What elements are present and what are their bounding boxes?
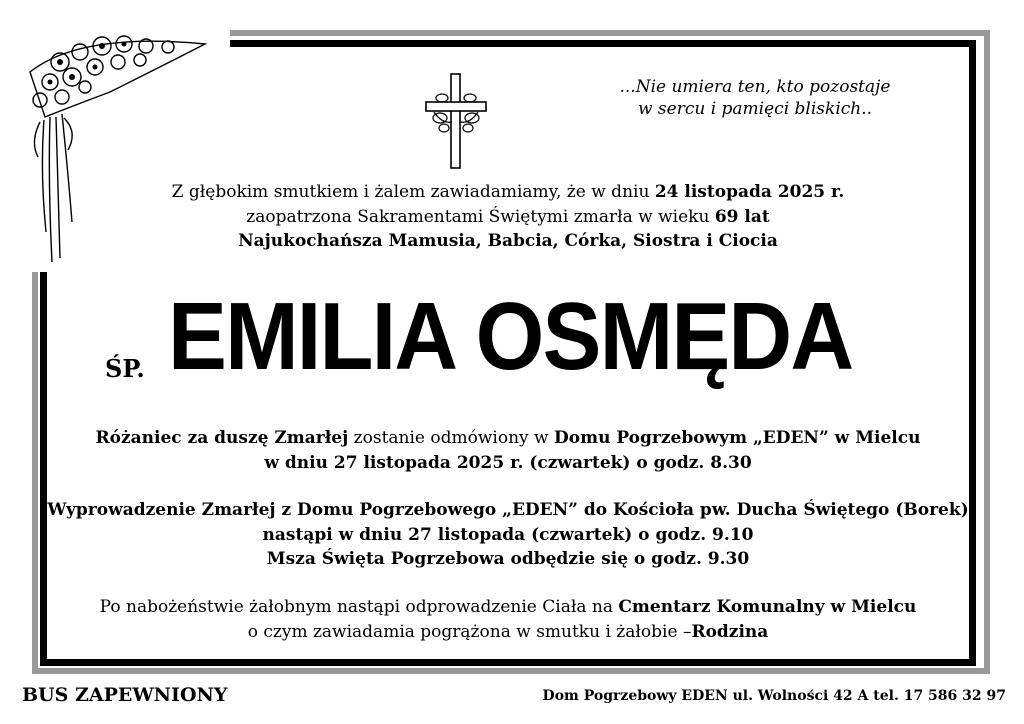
- name-prefix: ŚP.: [105, 354, 145, 383]
- rosary-text: zostanie odmówiony w: [348, 428, 554, 448]
- cemetery-name: Cmentarz Komunalny w Mielcu: [618, 597, 917, 617]
- age: 69 lat: [714, 207, 770, 227]
- intro-sacraments-text: zaopatrzona Sakramentami Świętymi zmarła w wieku: [246, 207, 715, 227]
- burial-line-2: [40, 620, 976, 644]
- rosary-line-1: [40, 426, 976, 450]
- deceased-name: EMILIA OSMĘDA: [168, 283, 853, 390]
- deceased-name-row: [60, 282, 960, 392]
- quote-line-2: w sercu i pamięci bliskich..: [637, 99, 873, 119]
- rosary-title: Różaniec za duszę Zmarłej: [95, 428, 349, 448]
- intro-line-2: [40, 205, 976, 229]
- mass-line: Msza Święta Pogrzebowa odbędzie się o godz. 9.30: [266, 549, 750, 569]
- burial-line-1: [40, 595, 976, 619]
- procession-line-1: Wyprowadzenie Zmarłej z Domu Pogrzebowego „EDEN” do Kościoła pw. Ducha Świętego (Borek): [47, 500, 969, 520]
- family-signature: Rodzina: [691, 622, 769, 642]
- quote-line-1: ...Nie umiera ten, kto pozostaje: [619, 77, 891, 97]
- burial-text: Po nabożeństwie żałobnym nastąpi odprowadzenie Ciała na: [99, 597, 619, 617]
- notifier-text: o czym zawiadamia pogrążona w smutku i żałobie –: [247, 622, 692, 642]
- intro-line-1: [40, 180, 976, 204]
- funeral-home-contact: Dom Pogrzebowy EDEN ul. Wolności 42 A tel. 17 586 32 97: [542, 688, 1006, 704]
- rosary-line-2: w dniu 27 listopada 2025 r. (czwartek) o godz. 8.30: [264, 453, 752, 473]
- cross-with-lilies-icon: [422, 72, 490, 170]
- memorial-quote: [600, 76, 910, 120]
- death-date: 24 listopada 2025 r.: [654, 182, 845, 202]
- intro-text: Z głębokim smutkiem i żalem zawiadamiamy, że w dniu: [171, 182, 655, 202]
- bus-notice: BUS ZAPEWNIONY: [22, 684, 228, 706]
- procession-line-2: nastąpi w dniu 27 listopada (czwartek) o godz. 9.10: [262, 525, 754, 545]
- rosary-place: Domu Pogrzebowym „EDEN” w Mielcu: [554, 428, 921, 448]
- family-roles: Najukochańsza Mamusia, Babcia, Córka, Siostra i Ciocia: [238, 231, 778, 251]
